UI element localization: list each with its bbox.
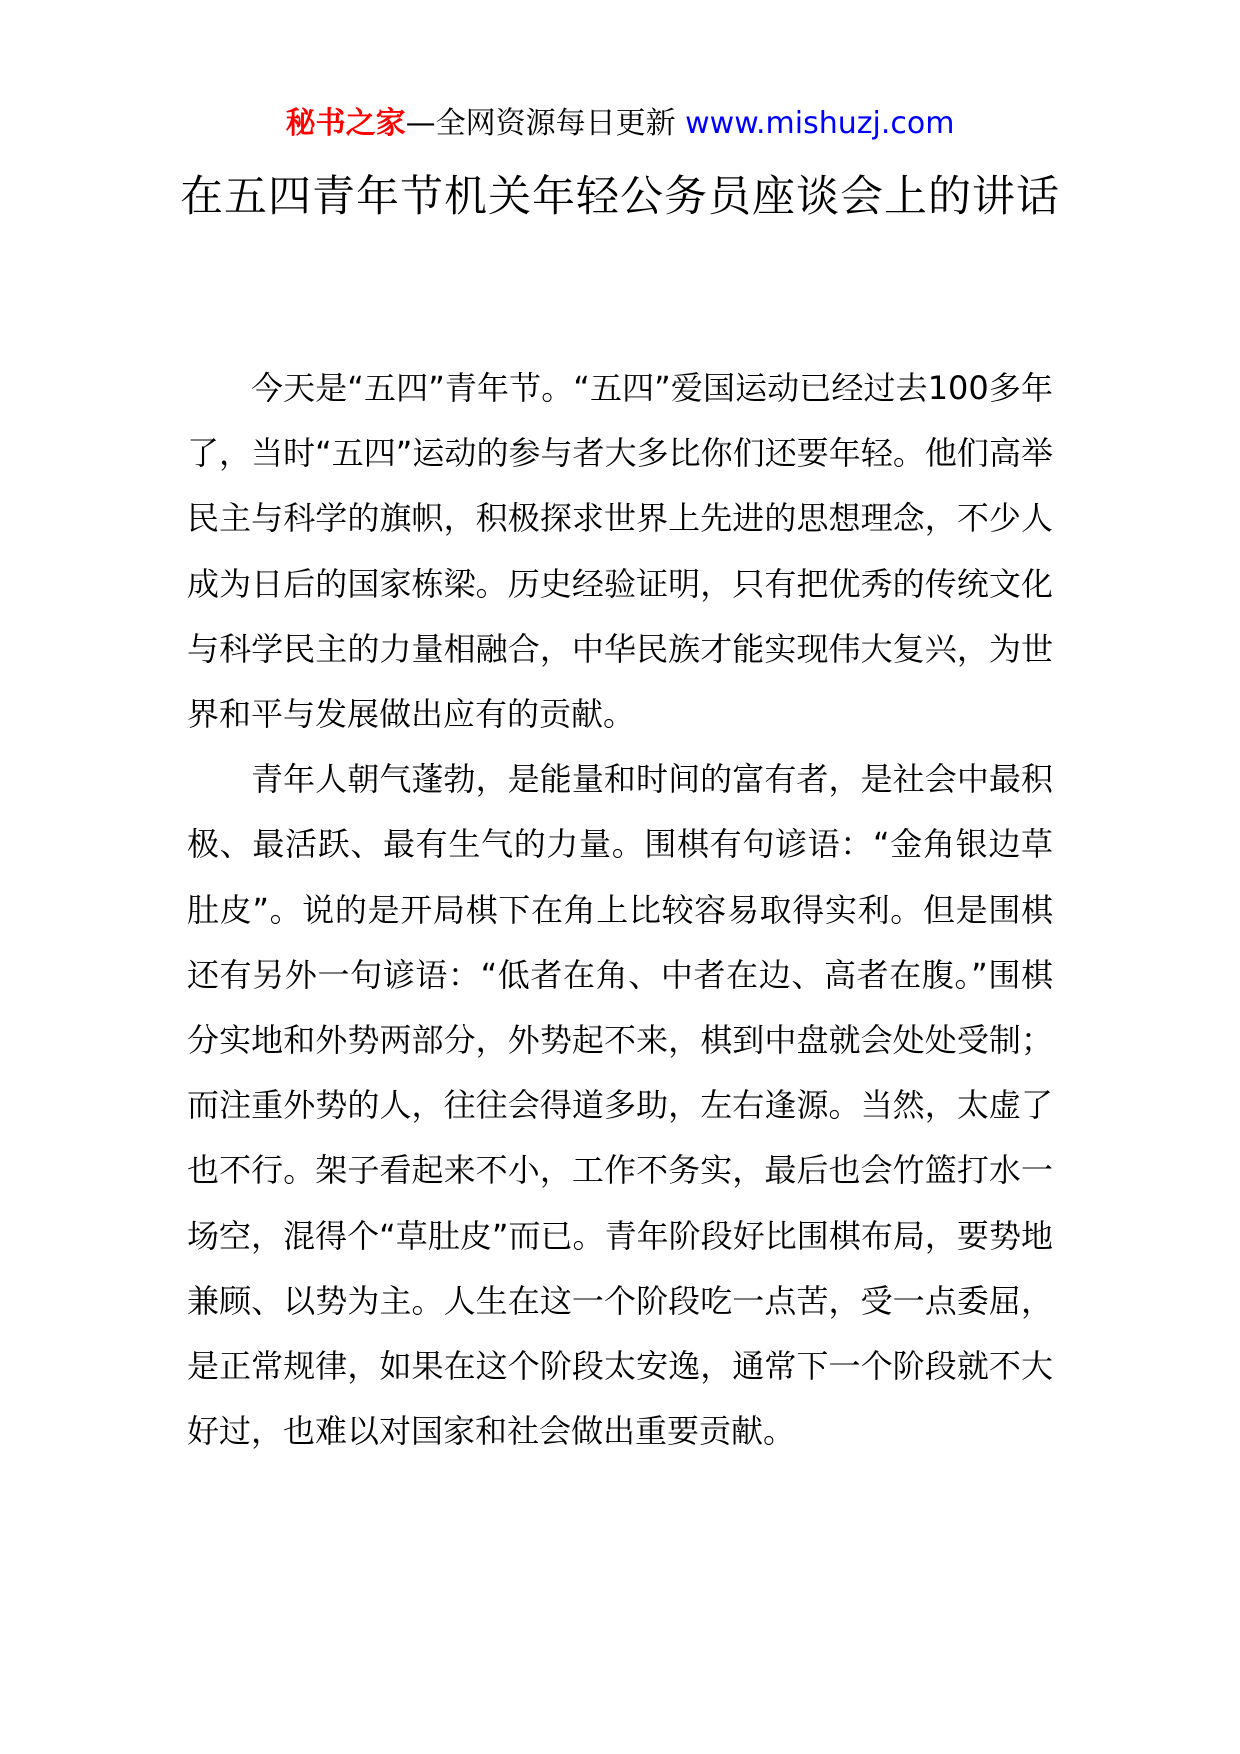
site-brand: 秘书之家 — [285, 106, 406, 141]
paragraph-1: 今天是“五四”青年节。“五四”爱国运动已经过去100多年了，当时“五四”运动的参与者大多比你们还要年轻。他们高举民主与科学的旗帜，积极探求世界上先进的思想理念，不少人成为日后的国家栋梁。历史经验证明，只有把优秀的传统文化与科学民主的力量相融合，中华民族才能实现伟大复兴，为世界和平与发展做出应有的贡献。 — [187, 369, 1053, 734]
site-tagline: —全网资源每日更新 — [405, 106, 676, 141]
document-title: 在五四青年节机关年轻公务员座谈会上的讲话 — [180, 172, 1060, 222]
paragraph-2: 青年人朝气蓬勃，是能量和时间的富有者，是社会中最积极、最活跃、最有生气的力量。围棋有句谚语：“金角银边草肚皮”。说的是开局棋下在角上比较容易取得实利。但是围棋还有另外一句谚语：“低者在角、中者在边、高者在腹。”围棋分实地和外势两部分，外势起不来，棋到中盘就会处处受制；而注重外势的人，往往会得道多助，左右逢源。当然，太虚了也不行。架子看起来不小，工作不务实，最后也会竹篮打水一场空，混得个“草肚皮”而已。青年阶段好比围棋布局，要势地兼顾、以势为主。人生在这一个阶段吃一点苦，受一点委屈，是正常规律，如果在这个阶段太安逸，通常下一个阶段就不大好过，也难以对国家和社会做出重要贡献。 — [187, 760, 1053, 1451]
site-url-link[interactable]: www.mishuzj.com — [685, 106, 955, 141]
document-body — [187, 356, 1053, 1464]
site-header — [0, 104, 1240, 144]
